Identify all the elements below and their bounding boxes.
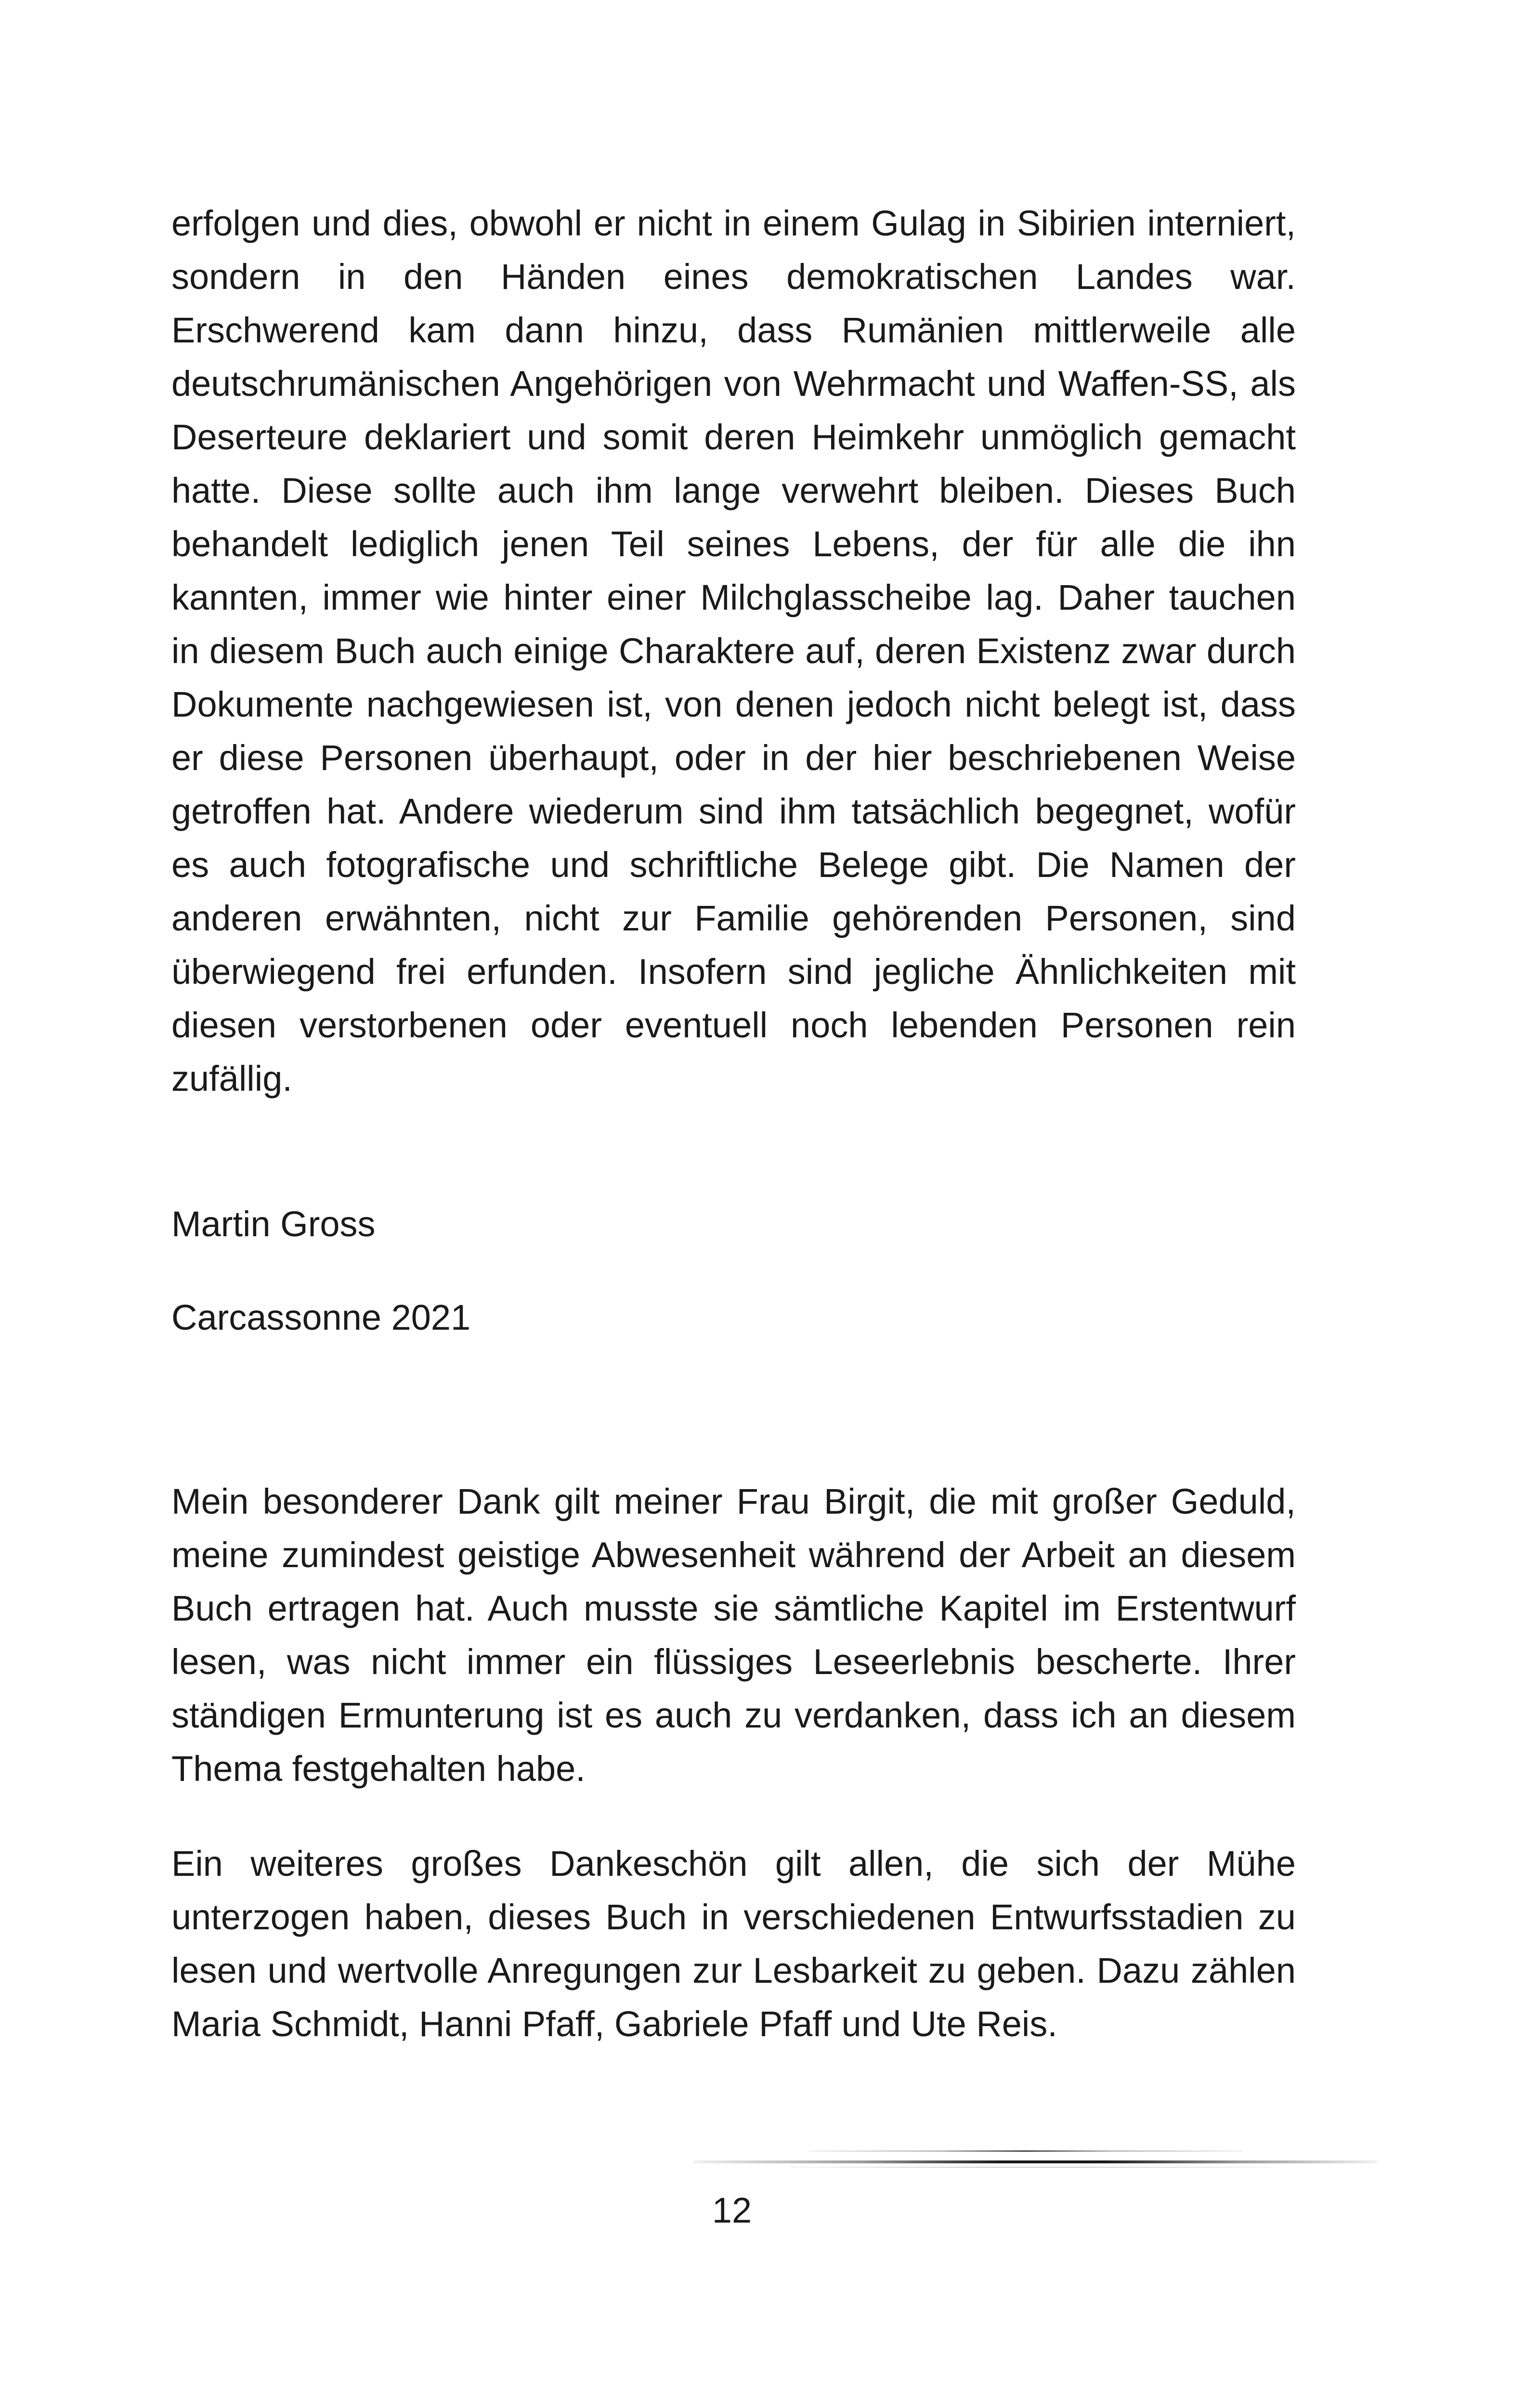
footer-divider-main xyxy=(693,2160,1377,2163)
acknowledgement-paragraph-1: Mein besonderer Dank gilt meiner Frau Birgit, die mit großer Geduld, meine zumindest geistige Abwesenheit während der Arbeit an diesem Buch ertragen hat. Auch musste sie sämtliche Kapitel im Erstentwurf lesen, was nicht immer ein flüssiges Leseerlebnis bescherte. Ihrer ständigen Ermunterung ist es auch zu verdanken, dass ich an diesem Thema festgehalten habe. xyxy=(171,1481,1296,1789)
place-and-year: Carcassonne 2021 xyxy=(171,1297,471,1337)
page-number: 12 xyxy=(712,2190,752,2230)
footer-divider-top xyxy=(809,2150,1242,2152)
body-paragraph-1: erfolgen und dies, obwohl er nicht in einem Gulag in Sibirien interniert, sondern in den Händen eines demokratischen Landes war. Erschwerend kam dann hinzu, dass Rumänien mittlerweile alle deutschrumänischen Angehörigen von Wehrmacht und Waffen-SS, als Deserteure deklariert und somit deren Heimkehr unmöglich gemacht hatte. Diese sollte auch ihm lange verwehrt bleiben. Dieses Buch behandelt lediglich jenen Teil seines Lebens, der für alle die ihn kannten, immer wie hinter einer Milchglasscheibe lag. Daher tauchen in diesem Buch auch einige Charaktere auf, deren Existenz zwar durch Dokumente nachgewiesen ist, von denen jedoch nicht belegt ist, dass er diese Personen überhaupt, oder in der hier beschriebenen Weise getroffen hat. Andere wiederum sind ihm tatsächlich begegnet, wofür es auch fotografische und schriftliche Belege gibt. Die Namen der anderen erwähnten, nicht zur Familie gehörenden Personen, sind überwiegend frei erfunden. Insofern sind jegliche Ähnlichkeiten mit diesen verstorbenen oder eventuell noch lebenden Personen rein zufällig. xyxy=(171,203,1296,1099)
author-signature: Martin Gross xyxy=(171,1204,376,1244)
footer-divider-bottom xyxy=(790,2167,1271,2168)
acknowledgement-paragraph-2: Ein weiteres großes Dankeschön gilt allen, die sich der Mühe unterzogen haben, dieses Buch in verschiedenen Entwurfsstadien zu lesen und wertvolle Anregungen zur Lesbarkeit zu geben. Dazu zählen Maria Schmidt, Hanni Pfaff, Gabriele Pfaff und Ute Reis. xyxy=(171,1844,1296,2044)
